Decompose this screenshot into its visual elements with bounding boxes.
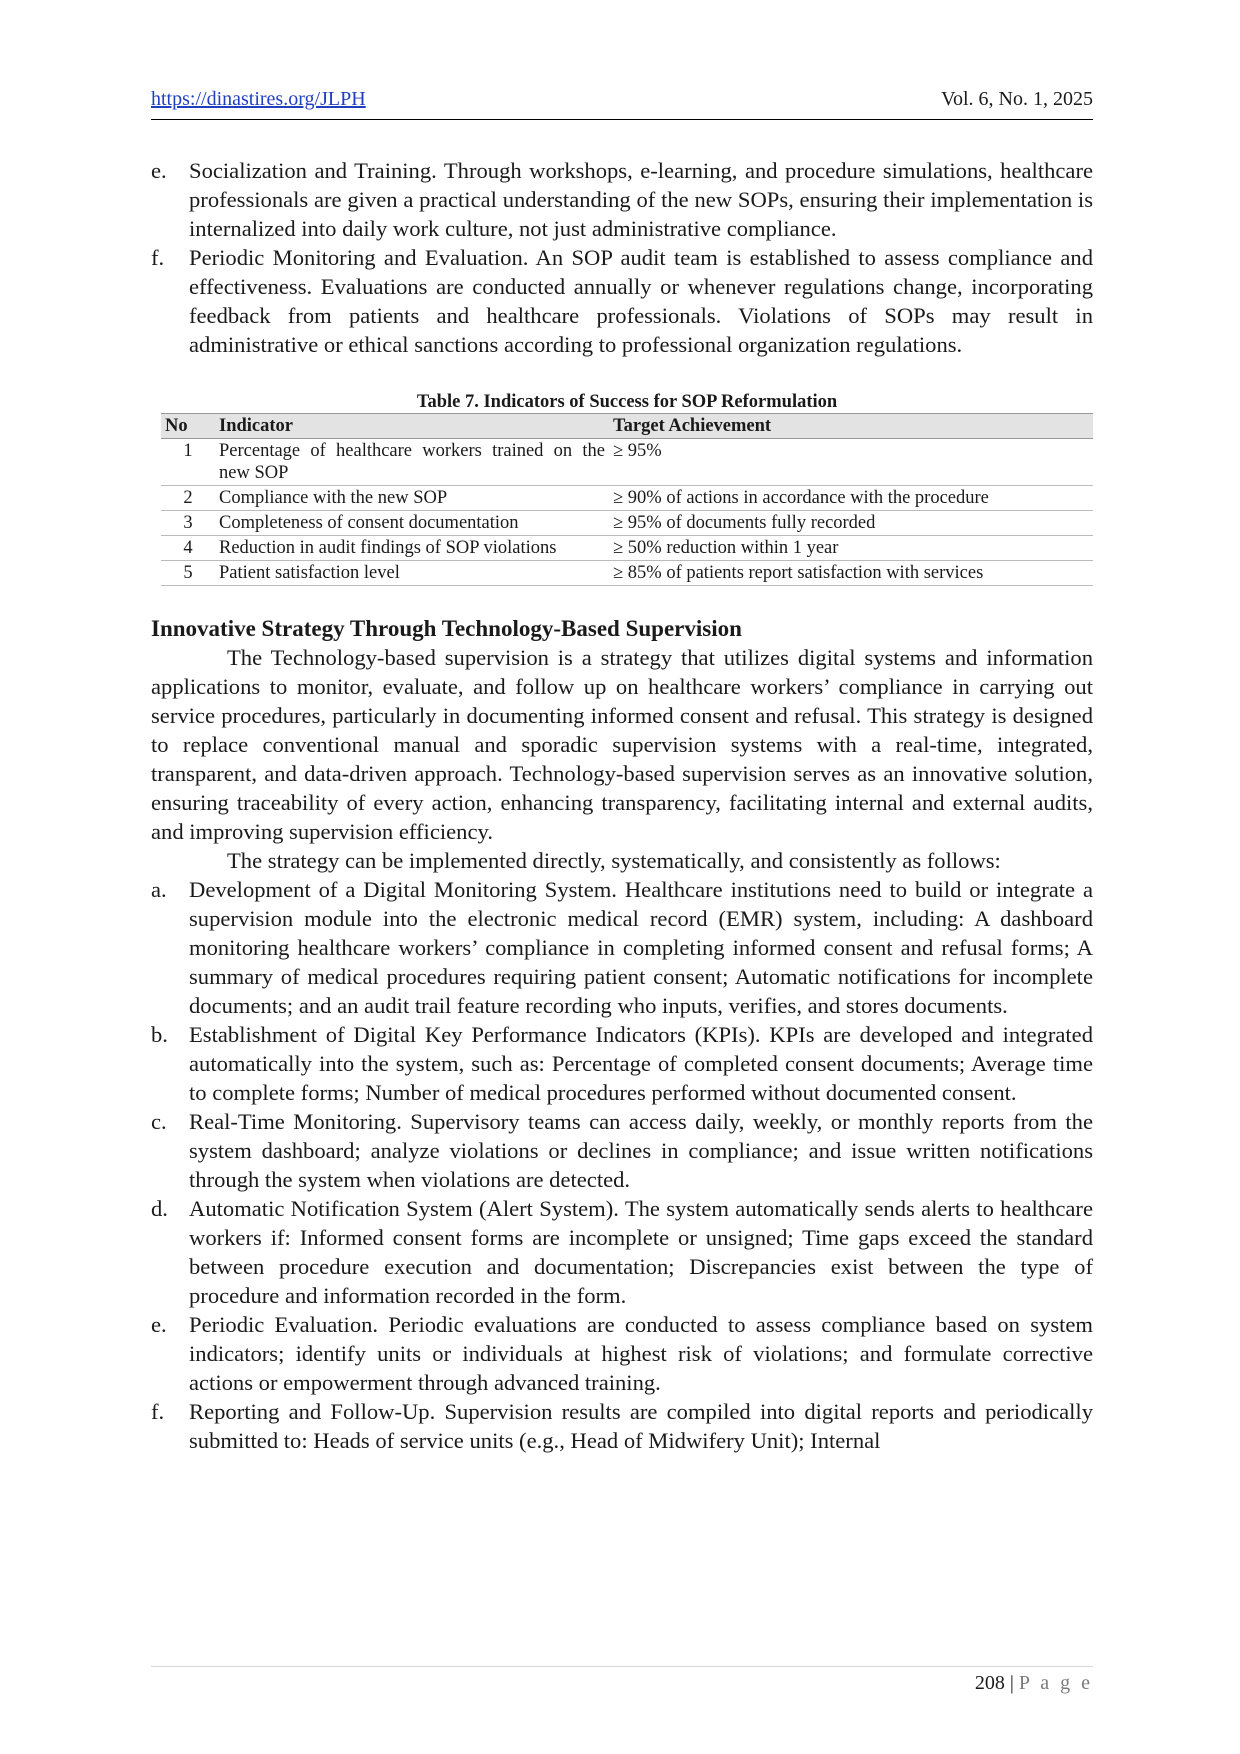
strategy-list — [151, 875, 1093, 1455]
cell-indicator: Compliance with the new SOP — [215, 486, 609, 511]
page-number: 208 — [974, 1672, 1005, 1694]
cell-target: ≥ 85% of patients report satisfaction with services — [609, 561, 1093, 586]
table-header-row — [161, 414, 1093, 439]
list-marker: f. — [151, 1399, 165, 1424]
indicators-table — [161, 413, 1093, 586]
cell-no: 4 — [161, 536, 215, 561]
cell-indicator: Completeness of consent documentation — [215, 511, 609, 536]
body-paragraph: The Technology-based supervision is a strategy that utilizes digital systems and information applications to monitor, evaluate, and follow up on healthcare workers’ compliance in carrying out service procedures, particularly in documenting informed consent and refusal. This strategy is designed to replace conventional manual and sporadic supervision systems with a real-time, integrated, transparent, and data-driven approach. Technology-based supervision serves as an innovative solution, ensuring traceability of every action, enhancing transparency, facilitating internal and external audits, and improving supervision efficiency. — [151, 645, 1093, 844]
list-item-text: Periodic Evaluation. Periodic evaluations are conducted to assess compliance based on system indicators; identify units or individuals at highest risk of violations; and formulate corrective actions or empowerment through advanced training. — [189, 1312, 1093, 1395]
list-marker: a. — [151, 877, 167, 902]
cell-no: 1 — [161, 439, 215, 486]
list-marker: b. — [151, 1022, 168, 1047]
list-item-text: Establishment of Digital Key Performance Indicators (KPIs). KPIs are developed and integrated automatically into the system, such as: Percentage of completed consent documents; Average time to complete forms; Number of medical procedures performed without documented consent. — [189, 1022, 1093, 1105]
list-item-text: Socialization and Training. Through workshops, e-learning, and procedure simulations, healthcare professionals are given a practical understanding of the new SOPs, ensuring their implementation is internalized into daily work culture, not just administrative compliance. — [189, 158, 1093, 241]
table-row — [161, 486, 1093, 511]
page-footer — [975, 1672, 1093, 1695]
column-header-no: No — [161, 414, 215, 439]
journal-url-link[interactable]: https://dinastires.org/JLPH — [151, 88, 366, 110]
list-item — [151, 1194, 1093, 1310]
volume-label: Vol. 6, No. 1, 2025 — [941, 88, 1093, 110]
list-item — [151, 1020, 1093, 1107]
table-row — [161, 561, 1093, 586]
table-row — [161, 511, 1093, 536]
footer-divider — [151, 1666, 1093, 1667]
list-marker: f. — [151, 245, 165, 270]
cell-no: 3 — [161, 511, 215, 536]
list-item-text: Periodic Monitoring and Evaluation. An SOP audit team is established to assess compliance and effectiveness. Evaluations are conducted annually or whenever regulations change, incorporating feedback from patients and healthcare professionals. Violations of SOPs may result in administrative or ethical sanctions according to professional organization regulations. — [189, 245, 1093, 357]
list-item — [151, 243, 1093, 359]
list-marker: e. — [151, 1312, 167, 1337]
list-marker: d. — [151, 1196, 168, 1221]
cell-target: ≥ 50% reduction within 1 year — [609, 536, 1093, 561]
column-header-target: Target Achievement — [609, 414, 1093, 439]
footer-separator: | — [1009, 1672, 1014, 1694]
cell-no: 5 — [161, 561, 215, 586]
cell-target: ≥ 95% — [609, 439, 1093, 486]
list-item — [151, 1107, 1093, 1194]
column-header-indicator: Indicator — [215, 414, 609, 439]
cell-indicator: Patient satisfaction level — [215, 561, 609, 586]
table-caption: Table 7. Indicators of Success for SOP Reformulation — [416, 392, 838, 412]
cell-indicator: Percentage of healthcare workers trained on the new SOP — [215, 439, 609, 486]
cell-target: ≥ 95% of documents fully recorded — [609, 511, 1093, 536]
page-label: P a g e — [1018, 1672, 1093, 1694]
table-row — [161, 439, 1093, 486]
list-item-text: Reporting and Follow-Up. Supervision results are compiled into digital reports and periodically submitted to: Heads of service units (e.g., Head of Midwifery Unit); Internal — [189, 1399, 1093, 1453]
table-row — [161, 536, 1093, 561]
running-header — [151, 88, 1093, 120]
list-item-text: Automatic Notification System (Alert System). The system automatically sends alerts to healthcare workers if: Informed consent forms are incomplete or unsigned; Time gaps exceed the standard between procedure execution and documentation; Discrepancies exist between the type of procedure and information recorded in the form. — [189, 1196, 1093, 1308]
list-item — [151, 1397, 1093, 1455]
body-paragraph: The strategy can be implemented directly, systematically, and consistently as follows: — [227, 848, 1001, 873]
list-item — [151, 156, 1093, 243]
list-continued — [151, 156, 1093, 359]
cell-no: 2 — [161, 486, 215, 511]
list-item — [151, 875, 1093, 1020]
list-item-text: Real-Time Monitoring. Supervisory teams can access daily, weekly, or monthly reports from the system dashboard; analyze violations or declines in compliance; and issue written notifications through the system when violations are detected. — [189, 1109, 1093, 1192]
list-item-text: Development of a Digital Monitoring System. Healthcare institutions need to build or integrate a supervision module into the electronic medical record (EMR) system, including: A dashboard monitoring healthcare workers’ compliance in completing informed consent and refusal forms; A summary of medical procedures requiring patient consent; Automatic notifications for incomplete documents; and an audit trail feature recording who inputs, verifies, and stores documents. — [189, 877, 1093, 1018]
cell-target: ≥ 90% of actions in accordance with the procedure — [609, 486, 1093, 511]
list-item — [151, 1310, 1093, 1397]
cell-indicator: Reduction in audit findings of SOP violations — [215, 536, 609, 561]
section-heading: Innovative Strategy Through Technology-Based Supervision — [151, 616, 742, 641]
list-marker: e. — [151, 158, 167, 183]
list-marker: c. — [151, 1109, 167, 1134]
page-content — [151, 156, 1093, 1455]
